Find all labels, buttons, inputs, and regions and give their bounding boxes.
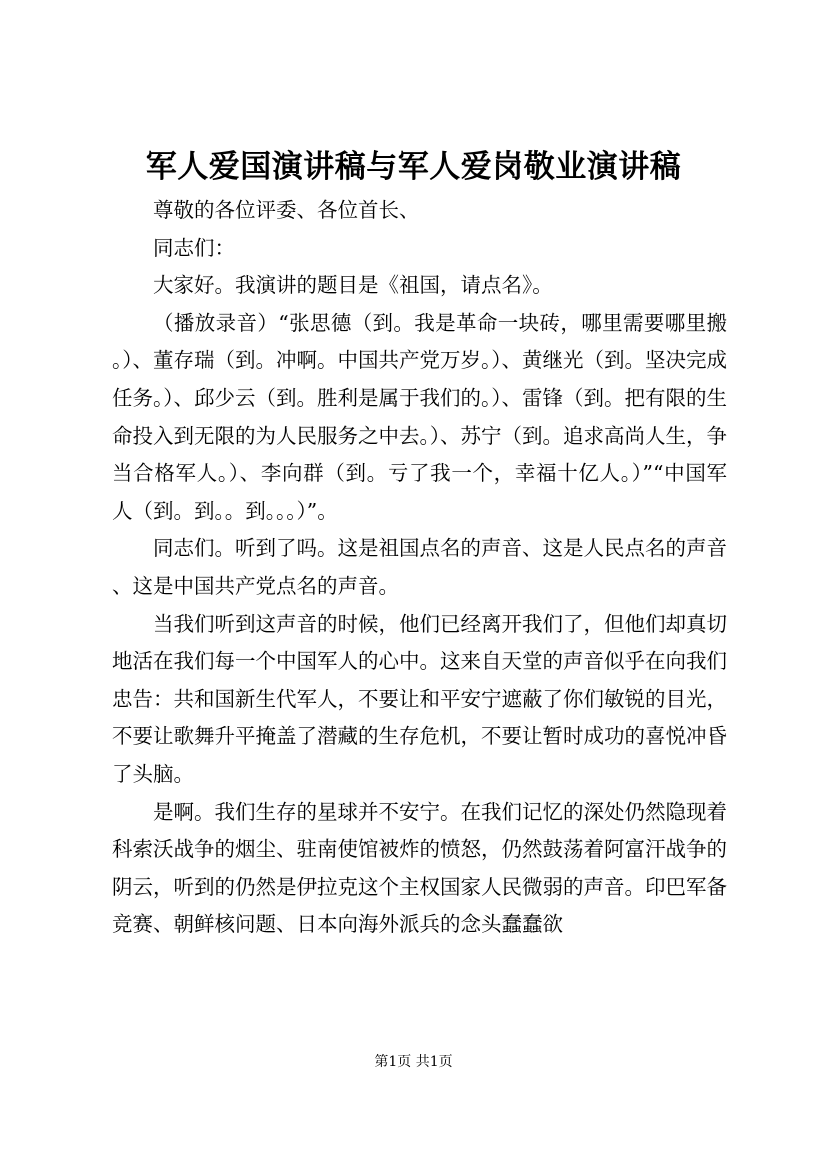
page-footer: 第1页 共1页 <box>374 1054 453 1070</box>
paragraph-roll-call: （播放录音）“张思德（到。我是革命一块砖，哪里需要哪里搬。）、董存瑞（到。冲啊。中国共产党万岁。）、黄继光（到。坚决完成任务。）、邱少云（到。胜利是属于我们的。）、雷锋（到。把有限的生命投入到无限的为人民服务之中去。）、苏宁（到。追求高尚人生，争当合格军人。）、李向群（到。亏了我一个，幸福十亿人。）”“中国军人（到。到。。到。。。）”。 <box>112 310 727 523</box>
document-body <box>112 192 727 944</box>
paragraph-greeting: 大家好。我演讲的题目是《祖国，请点名》。 <box>153 273 553 298</box>
paragraph-salutation: 尊敬的各位评委、各位首长、 <box>153 198 420 222</box>
paragraph-comrades: 同志们： <box>153 235 235 260</box>
paragraph-voice: 同志们。听到了吗。这是祖国点名的声音、这是人民点名的声音、这是中国共产党点名的声音。 <box>112 536 727 598</box>
paragraph-heaven-voice: 当我们听到这声音的时候，他们已经离开我们了，但他们却真切地活在我们每一个中国军人的心中。这来自天堂的声音似乎在向我们忠告：共和国新生代军人，不要让和平安宁遮蔽了你们敏锐的目光，不要让歌舞升平掩盖了潜藏的生存危机，不要让暂时成功的喜悦冲昏了头脑。 <box>112 611 727 786</box>
paragraph-planet: 是啊。我们生存的星球并不安宁。在我们记忆的深处仍然隐现着科索沃战争的烟尘、驻南使馆被炸的愤怒，仍然鼓荡着阿富汗战争的阴云，听到的仍然是伊拉克这个主权国家人民微弱的声音。印巴军备竞赛、朝鲜核问题、日本向海外派兵的念头蠢蠢欲 <box>112 799 727 937</box>
document-title: 军人爱国演讲稿与军人爱岗敬业演讲稿 <box>145 149 682 185</box>
